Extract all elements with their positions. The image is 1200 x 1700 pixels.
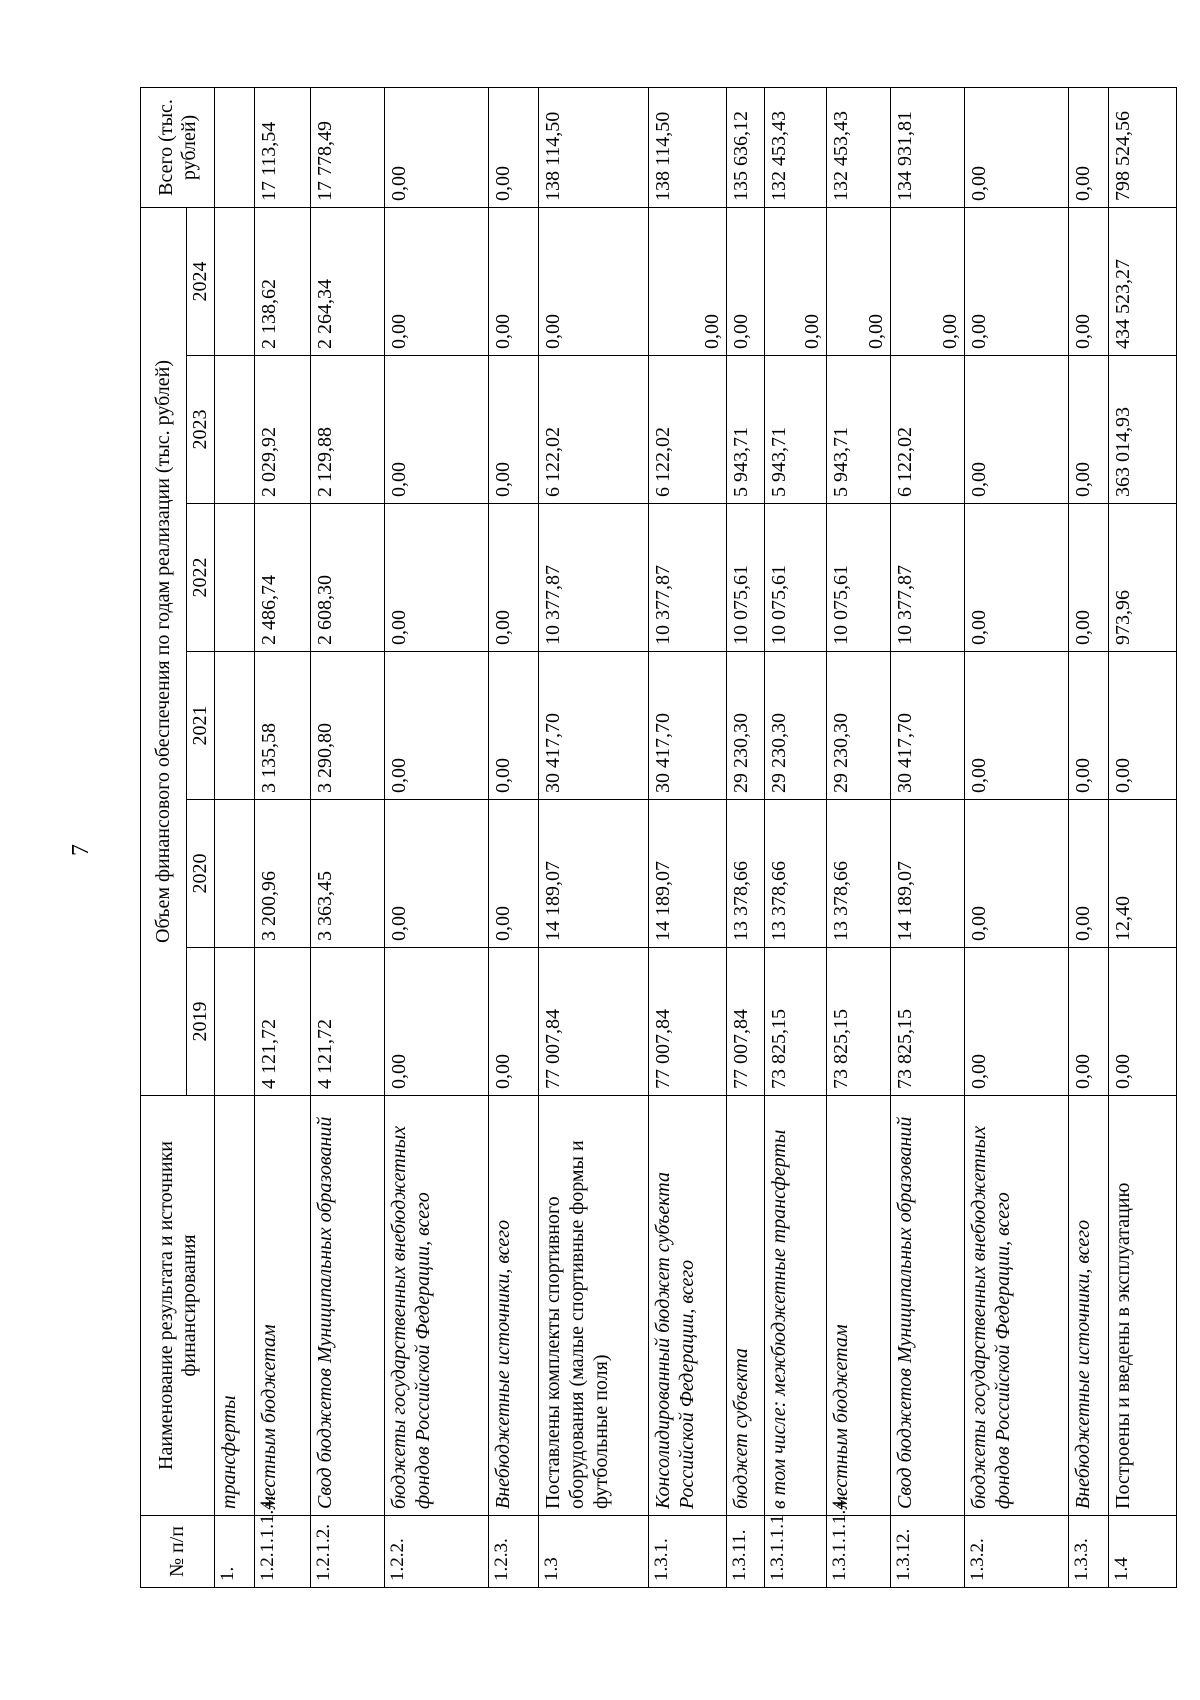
row-value-2019: 73 825,15 <box>891 948 965 1096</box>
table-row <box>1069 87 1109 1587</box>
table-row <box>489 87 539 1587</box>
row-value-2021: 30 417,70 <box>891 652 965 800</box>
row-value-2023: 5 943,71 <box>827 356 891 504</box>
row-value-2023: 6 122,02 <box>891 356 965 504</box>
row-value-2023: 0,00 <box>489 356 539 504</box>
row-name: Свод бюджетов Муниципальных образований <box>311 1096 385 1516</box>
row-value-2023: 363 014,93 <box>1109 356 1177 504</box>
row-name: бюджет субъекта <box>727 1096 765 1516</box>
row-total: 134 931,81 <box>891 87 965 207</box>
row-value-2019: 0,00 <box>1069 948 1109 1096</box>
header-year: 2019 <box>187 948 215 1096</box>
row-value-2022: 10 075,61 <box>727 504 765 652</box>
row-total: 135 636,12 <box>727 87 765 207</box>
row-name: Поставлены комплекты спортивного оборудования (малые спортивные формы и футбольные поля) <box>539 1096 649 1516</box>
row-value-2022: 10 377,87 <box>649 504 727 652</box>
row-number: 1.3.1.1.1 <box>765 1516 827 1588</box>
row-value-2022: 2 608,30 <box>311 504 385 652</box>
header-year: 2021 <box>187 652 215 800</box>
row-value-2023: 2 129,88 <box>311 356 385 504</box>
table-row <box>827 87 891 1587</box>
header-num: № п/п <box>141 1516 215 1588</box>
row-value-2020: 0,00 <box>1069 800 1109 948</box>
rotated-page <box>60 70 1140 1630</box>
row-number: 1.4 <box>1109 1516 1177 1588</box>
row-value-2021: 3 135,58 <box>255 652 311 800</box>
row-value-2021: 3 290,80 <box>311 652 385 800</box>
row-total: 17 778,49 <box>311 87 385 207</box>
row-name: Построены и введены в эксплуатацию <box>1109 1096 1177 1516</box>
row-value-2021 <box>215 652 255 800</box>
row-value-2021: 0,00 <box>385 652 489 800</box>
row-name: Консолидированный бюджет субъекта Российской Федерации, всего <box>649 1096 727 1516</box>
table-row <box>727 87 765 1587</box>
row-value-2020: 14 189,07 <box>891 800 965 948</box>
row-value-2022: 10 075,61 <box>827 504 891 652</box>
row-value-2020: 0,00 <box>385 800 489 948</box>
row-value-2024: 0,00 <box>1069 207 1109 355</box>
row-value-2024 <box>215 207 255 355</box>
row-value-2020: 0,00 <box>489 800 539 948</box>
row-value-2019: 77 007,84 <box>539 948 649 1096</box>
row-number: 1.3.11. <box>727 1516 765 1588</box>
table-body <box>215 87 1177 1587</box>
row-value-2020: 13 378,66 <box>765 800 827 948</box>
financing-table <box>140 87 1177 1588</box>
row-total: 132 453,43 <box>765 87 827 207</box>
row-number: 1.3.2. <box>965 1516 1069 1588</box>
row-total: 17 113,54 <box>255 87 311 207</box>
row-value-2022: 0,00 <box>489 504 539 652</box>
row-value-2020: 3 363,45 <box>311 800 385 948</box>
row-total: 132 453,43 <box>827 87 891 207</box>
table-row <box>215 87 255 1587</box>
row-number: 1.2.3. <box>489 1516 539 1588</box>
header-name: Наименование результата и источники финансирования <box>141 1096 215 1516</box>
table-row <box>891 87 965 1587</box>
row-value-2020 <box>215 800 255 948</box>
row-value-2019: 4 121,72 <box>255 948 311 1096</box>
row-value-2019: 4 121,72 <box>311 948 385 1096</box>
row-value-2023: 0,00 <box>385 356 489 504</box>
row-value-2019: 0,00 <box>1109 948 1177 1096</box>
row-total: 138 114,50 <box>539 87 649 207</box>
row-value-2022: 10 075,61 <box>765 504 827 652</box>
row-total: 798 524,56 <box>1109 87 1177 207</box>
row-value-2022: 2 486,74 <box>255 504 311 652</box>
row-value-2022 <box>215 504 255 652</box>
row-number: 1. <box>215 1516 255 1588</box>
row-value-2024: 0,00 <box>891 207 965 355</box>
table-row <box>965 87 1069 1587</box>
row-name: бюджеты государственных внебюджетных фондов Российской Федерации, всего <box>965 1096 1069 1516</box>
row-value-2022: 10 377,87 <box>539 504 649 652</box>
row-value-2024: 0,00 <box>539 207 649 355</box>
row-value-2020: 0,00 <box>965 800 1069 948</box>
table-row <box>539 87 649 1587</box>
row-value-2024: 2 138,62 <box>255 207 311 355</box>
row-value-2024: 434 523,27 <box>1109 207 1177 355</box>
table-row <box>311 87 385 1587</box>
row-value-2019 <box>215 948 255 1096</box>
row-name: Внебюджетные источники, всего <box>489 1096 539 1516</box>
row-value-2023 <box>215 356 255 504</box>
row-value-2023: 0,00 <box>1069 356 1109 504</box>
row-number: 1.3.3. <box>1069 1516 1109 1588</box>
row-value-2022: 973,96 <box>1109 504 1177 652</box>
row-number: 1.3 <box>539 1516 649 1588</box>
row-value-2023: 6 122,02 <box>539 356 649 504</box>
row-value-2023: 0,00 <box>965 356 1069 504</box>
row-value-2022: 0,00 <box>965 504 1069 652</box>
row-value-2023: 5 943,71 <box>727 356 765 504</box>
header-year: 2022 <box>187 504 215 652</box>
table-row <box>255 87 311 1587</box>
table-row <box>649 87 727 1587</box>
row-value-2021: 0,00 <box>1109 652 1177 800</box>
table-row <box>765 87 827 1587</box>
row-value-2023: 6 122,02 <box>649 356 727 504</box>
header-total: Всего (тыс. рублей) <box>141 87 215 207</box>
row-total: 0,00 <box>385 87 489 207</box>
table-row <box>385 87 489 1587</box>
header-year: 2024 <box>187 207 215 355</box>
row-name: Внебюджетные источники, всего <box>1069 1096 1109 1516</box>
row-value-2024: 0,00 <box>649 207 727 355</box>
row-number: 1.2.1.2. <box>311 1516 385 1588</box>
row-number: 1.2.1.1.1.4. <box>255 1516 311 1588</box>
row-value-2024: 2 264,34 <box>311 207 385 355</box>
row-name: бюджеты государственных внебюджетных фондов Российской Федерации, всего <box>385 1096 489 1516</box>
row-total <box>215 87 255 207</box>
row-value-2020: 13 378,66 <box>727 800 765 948</box>
row-value-2019: 77 007,84 <box>727 948 765 1096</box>
row-name: местным бюджетам <box>827 1096 891 1516</box>
row-name: в том числе: межбюджетные трансферты <box>765 1096 827 1516</box>
row-value-2019: 0,00 <box>385 948 489 1096</box>
table-row <box>1109 87 1177 1587</box>
row-value-2020: 13 378,66 <box>827 800 891 948</box>
row-value-2024: 0,00 <box>385 207 489 355</box>
row-total: 0,00 <box>965 87 1069 207</box>
row-value-2019: 0,00 <box>489 948 539 1096</box>
row-value-2021: 30 417,70 <box>539 652 649 800</box>
row-value-2023: 2 029,92 <box>255 356 311 504</box>
row-value-2021: 0,00 <box>489 652 539 800</box>
row-value-2020: 12,40 <box>1109 800 1177 948</box>
row-value-2021: 0,00 <box>1069 652 1109 800</box>
row-value-2021: 0,00 <box>965 652 1069 800</box>
row-value-2022: 10 377,87 <box>891 504 965 652</box>
row-value-2024: 0,00 <box>765 207 827 355</box>
row-value-2019: 77 007,84 <box>649 948 727 1096</box>
row-value-2024: 0,00 <box>965 207 1069 355</box>
row-value-2024: 0,00 <box>727 207 765 355</box>
row-name: местным бюджетам <box>255 1096 311 1516</box>
row-value-2020: 14 189,07 <box>649 800 727 948</box>
row-number: 1.2.2. <box>385 1516 489 1588</box>
row-value-2021: 30 417,70 <box>649 652 727 800</box>
row-name: трансферты <box>215 1096 255 1516</box>
row-value-2024: 0,00 <box>489 207 539 355</box>
row-value-2019: 0,00 <box>965 948 1069 1096</box>
row-value-2021: 29 230,30 <box>827 652 891 800</box>
row-total: 138 114,50 <box>649 87 727 207</box>
row-value-2022: 0,00 <box>385 504 489 652</box>
row-value-2020: 14 189,07 <box>539 800 649 948</box>
row-value-2021: 29 230,30 <box>727 652 765 800</box>
row-name: Свод бюджетов Муниципальных образований <box>891 1096 965 1516</box>
row-number: 1.3.12. <box>891 1516 965 1588</box>
row-value-2021: 29 230,30 <box>765 652 827 800</box>
row-total: 0,00 <box>489 87 539 207</box>
row-value-2022: 0,00 <box>1069 504 1109 652</box>
row-number: 1.3.1. <box>649 1516 727 1588</box>
row-value-2020: 3 200,96 <box>255 800 311 948</box>
row-total: 0,00 <box>1069 87 1109 207</box>
header-year: 2020 <box>187 800 215 948</box>
row-value-2019: 73 825,15 <box>827 948 891 1096</box>
row-value-2023: 5 943,71 <box>765 356 827 504</box>
row-value-2024: 0,00 <box>827 207 891 355</box>
header-year: 2023 <box>187 356 215 504</box>
row-value-2019: 73 825,15 <box>765 948 827 1096</box>
row-number: 1.3.1.1.1.4. <box>827 1516 891 1588</box>
page-number: 7 <box>68 844 94 856</box>
header-volume: Объем финансового обеспечения по годам реализации (тыс. рублей) <box>141 207 187 1095</box>
